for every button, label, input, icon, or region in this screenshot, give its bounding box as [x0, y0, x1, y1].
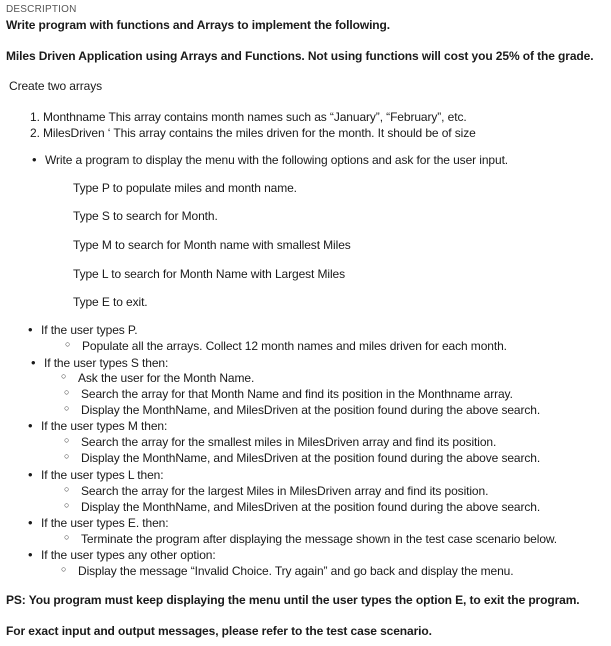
case-p-head: • If the user types P. [41, 323, 138, 337]
case-s-step: ○ Display the MonthName, and MilesDriven at the position found during the above search. [81, 403, 540, 417]
case-m-step: ○ Search the array for the smallest miles in MilesDriven array and find its position. [81, 435, 496, 449]
array-item-monthname: Monthname This array contains month names such as “January”, “February”, etc. [43, 110, 467, 124]
case-other-head: • If the user types any other option: [41, 548, 216, 562]
assignment-title: Write program with functions and Arrays to implement the following. [6, 18, 390, 32]
case-e-step: ○ Terminate the program after displaying the message shown in the test case scenario below. [81, 532, 557, 546]
menu-option-l: Type L to search for Month Name with Largest Miles [73, 267, 346, 281]
case-s-step: ○ Ask the user for the Month Name. [78, 371, 254, 385]
array-item-milesdriven: MilesDriven ‘ This array contains the miles driven for the month. It should be of size [43, 126, 476, 140]
section-label: DESCRIPTION [6, 4, 77, 15]
assignment-subtitle: Miles Driven Application using Arrays and Functions. Not using functions will cost you 25% of the grade. [6, 49, 594, 63]
case-m-head: • If the user types M then: [41, 419, 167, 433]
ps-note: PS: You program must keep displaying the menu until the user types the option E, to exit the program. [6, 593, 580, 607]
menu-option-s: Type S to search for Month. [73, 209, 218, 223]
list-number: 1. [30, 110, 41, 124]
case-p-step: ○ Populate all the arrays. Collect 12 month names and miles driven for each month. [82, 339, 507, 353]
menu-option-p: Type P to populate miles and month name. [73, 181, 297, 195]
footer-note: For exact input and output messages, please refer to the test case scenario. [6, 624, 432, 638]
case-e-head: • If the user types E. then: [41, 516, 168, 530]
menu-option-e: Type E to exit. [73, 295, 148, 309]
case-l-step: ○ Display the MonthName, and MilesDriven at the position found during the above search. [81, 500, 540, 514]
case-l-head: • If the user types L then: [41, 468, 163, 482]
intro-text: Create two arrays [9, 79, 102, 93]
case-m-step: ○ Display the MonthName, and MilesDriven at the position found during the above search. [81, 451, 540, 465]
case-s-head: • If the user types S then: [44, 356, 168, 370]
case-l-step: ○ Search the array for the largest Miles in MilesDriven array and find its position. [81, 484, 488, 498]
case-s-step: ○ Search the array for that Month Name and find its position in the Monthname array. [81, 387, 513, 401]
menu-intro: • Write a program to display the menu with the following options and ask for the user input. [45, 153, 508, 167]
case-other-step: ○ Display the message “Invalid Choice. Try again” and go back and display the menu. [78, 564, 513, 578]
menu-option-m: Type M to search for Month name with smallest Miles [73, 238, 351, 252]
list-number: 2. [30, 126, 41, 140]
